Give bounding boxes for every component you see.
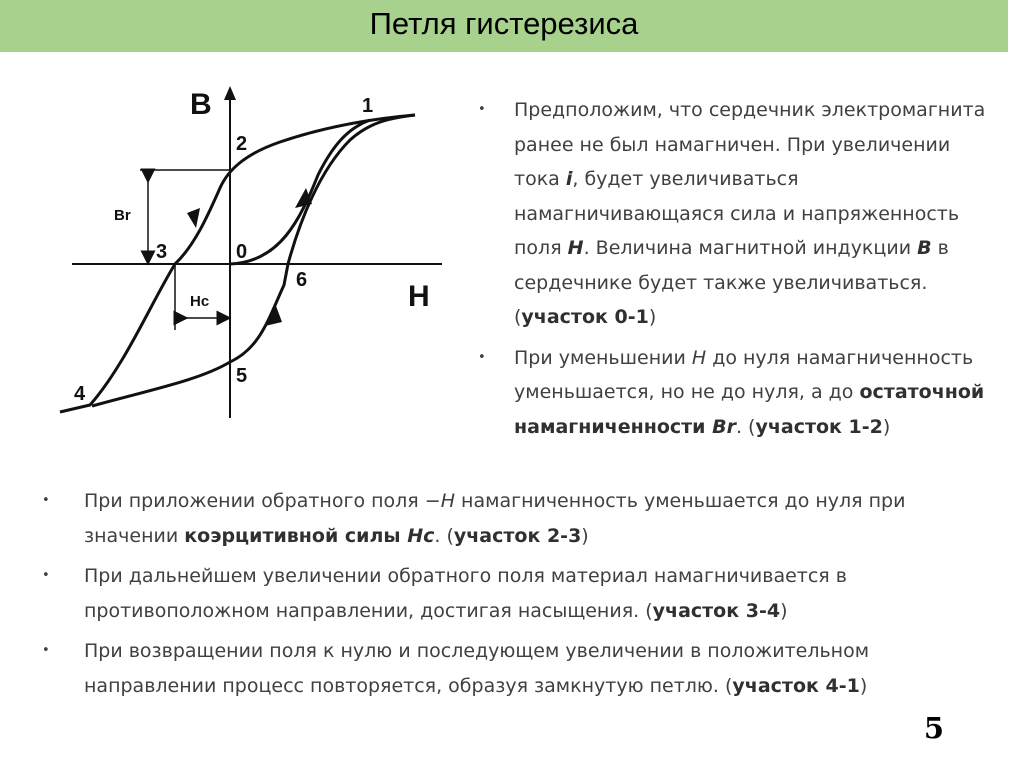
point-label-5: 5 xyxy=(236,365,248,387)
point-label-1: 1 xyxy=(362,95,374,117)
bullet-dot-icon: • xyxy=(42,643,50,658)
b-axis-arrow xyxy=(224,86,236,100)
br-label: Br xyxy=(114,207,131,224)
right-bullet-list xyxy=(478,93,998,450)
bullet-item: • Предположим, что сердечник электромагнита ранее не был намагничен. При увеличении тока i, будет увеличиваться намагничивающаяся сила и напряженность поля H. Величина магнитной индукции B в сердечнике будет также увеличиваться. (участок 0-1) xyxy=(478,93,998,335)
axis-h-label: H xyxy=(408,280,430,313)
point-label-4: 4 xyxy=(74,383,86,405)
bullet-dot-icon: • xyxy=(42,493,50,508)
bullet-item: • При приложении обратного поля −H намагниченность уменьшается до нуля при значении коэрцитивной силы Hc. (участок 2-3) xyxy=(42,484,992,553)
bottom-bullet-list xyxy=(42,484,992,709)
hysteresis-diagram xyxy=(50,80,450,430)
bullet-dot-icon: • xyxy=(42,568,50,583)
hc-label: Hc xyxy=(190,293,210,310)
bullet-dot-icon: • xyxy=(478,102,486,117)
page-number: 5 xyxy=(923,711,944,745)
axis-b-label: B xyxy=(190,88,212,121)
bullet-dot-icon: • xyxy=(478,349,486,365)
point-label-2: 2 xyxy=(236,133,248,155)
bullet-item: • При дальнейшем увеличении обратного поля материал намагничивается в противоположном направлении, достигая насыщения. (участок 3-4) xyxy=(42,559,992,628)
bullet-item: • При возвращении поля к нулю и последующем увеличении в положительном направлении процесс повторяется, образуя замкнутую петлю. (участок 4-1) xyxy=(42,634,992,703)
point-label-3: 3 xyxy=(156,241,168,263)
point-label-6: 6 xyxy=(296,269,308,291)
page-title: Петля гистерезиса xyxy=(369,6,639,41)
bullet-item: • При уменьшении H до нуля намагниченность уменьшается, но не до нуля, а до остаточной намагниченности Br. (участок 1-2) xyxy=(478,341,998,445)
curve-arrow-down xyxy=(187,208,200,228)
point-label-0: 0 xyxy=(236,241,248,263)
